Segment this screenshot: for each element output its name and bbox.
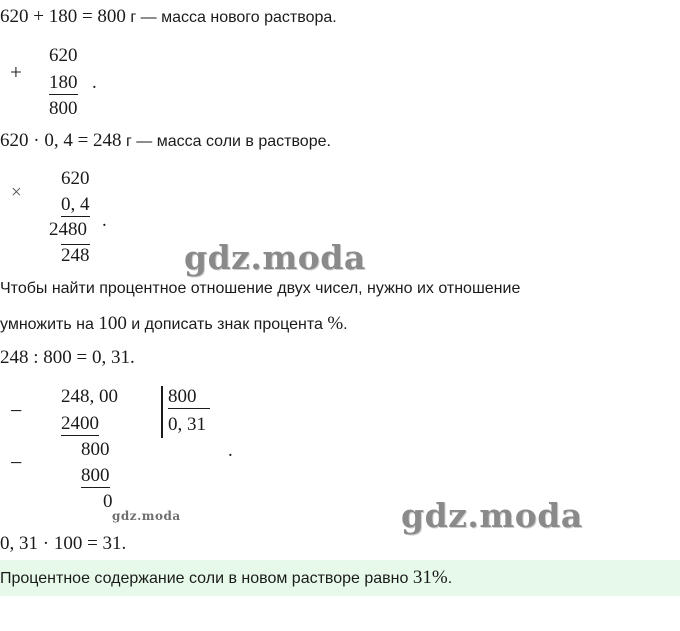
percent-symbol: %: [327, 313, 344, 334]
watermark-small: gdz.moda: [112, 509, 181, 523]
equation-percent-line: 0, 31 · 100 = 31.: [0, 533, 127, 554]
equation-sum-line: [0, 6, 337, 28]
division-dot: .: [228, 440, 233, 461]
factor-0-4: 0, 4: [61, 194, 90, 215]
answer-text: Процентное содержание соли в новом растворе равно: [0, 570, 413, 587]
rule-number-100: 100: [98, 313, 127, 334]
answer-line: [0, 567, 452, 589]
product-dot: .: [102, 210, 107, 231]
answer-banner: [0, 560, 680, 596]
division-minus-2: −: [10, 450, 23, 475]
addend-620: 620: [49, 45, 78, 66]
plus-sign: +: [10, 60, 22, 84]
remainder-800: 800: [81, 439, 110, 460]
subtrahend-800: 800: [81, 465, 110, 486]
rule-line-1: Чтобы найти процентное отношение двух чисел, нужно их отношение: [0, 280, 521, 297]
dividend: 248, 00: [61, 386, 118, 407]
answer-end: .: [447, 570, 453, 587]
division-bracket-bar: [161, 386, 163, 438]
sum-dot: .: [92, 72, 97, 93]
sum-result: 800: [49, 98, 78, 119]
subtrahend-2400: 2400: [61, 413, 99, 434]
equation-division-line: 248 : 800 = 0, 31.: [0, 347, 135, 368]
partial-product: 2480: [49, 219, 87, 240]
watermark-large-2: gdz.moda: [401, 496, 583, 535]
divisor: 800: [168, 386, 210, 409]
remainder-zero: 0: [103, 491, 113, 512]
times-sign: ×: [11, 182, 22, 203]
product-expression: 620 · 0, 4 = 248: [0, 130, 122, 151]
product-result: 248: [61, 245, 90, 266]
answer-value: 31%: [412, 567, 448, 588]
rule-line-2-middle: и дописать знак процента: [126, 316, 328, 333]
division-minus-1: −: [10, 398, 23, 423]
rule-line-2: [0, 313, 348, 335]
sum-expression: 620 + 180 = 800: [0, 6, 126, 27]
addend-180: 180: [49, 72, 78, 93]
factor-620: 620: [61, 168, 90, 189]
equation-product-line: [0, 130, 331, 152]
quotient: 0, 31: [168, 414, 206, 435]
sum-description: г — масса нового раствора.: [125, 9, 337, 26]
rule-line-2-start: умножить на: [0, 316, 99, 333]
rule-line-2-end: .: [343, 316, 348, 333]
watermark-large-1: gdz.moda: [184, 238, 366, 277]
product-description: г — масса соли в растворе.: [121, 133, 331, 150]
